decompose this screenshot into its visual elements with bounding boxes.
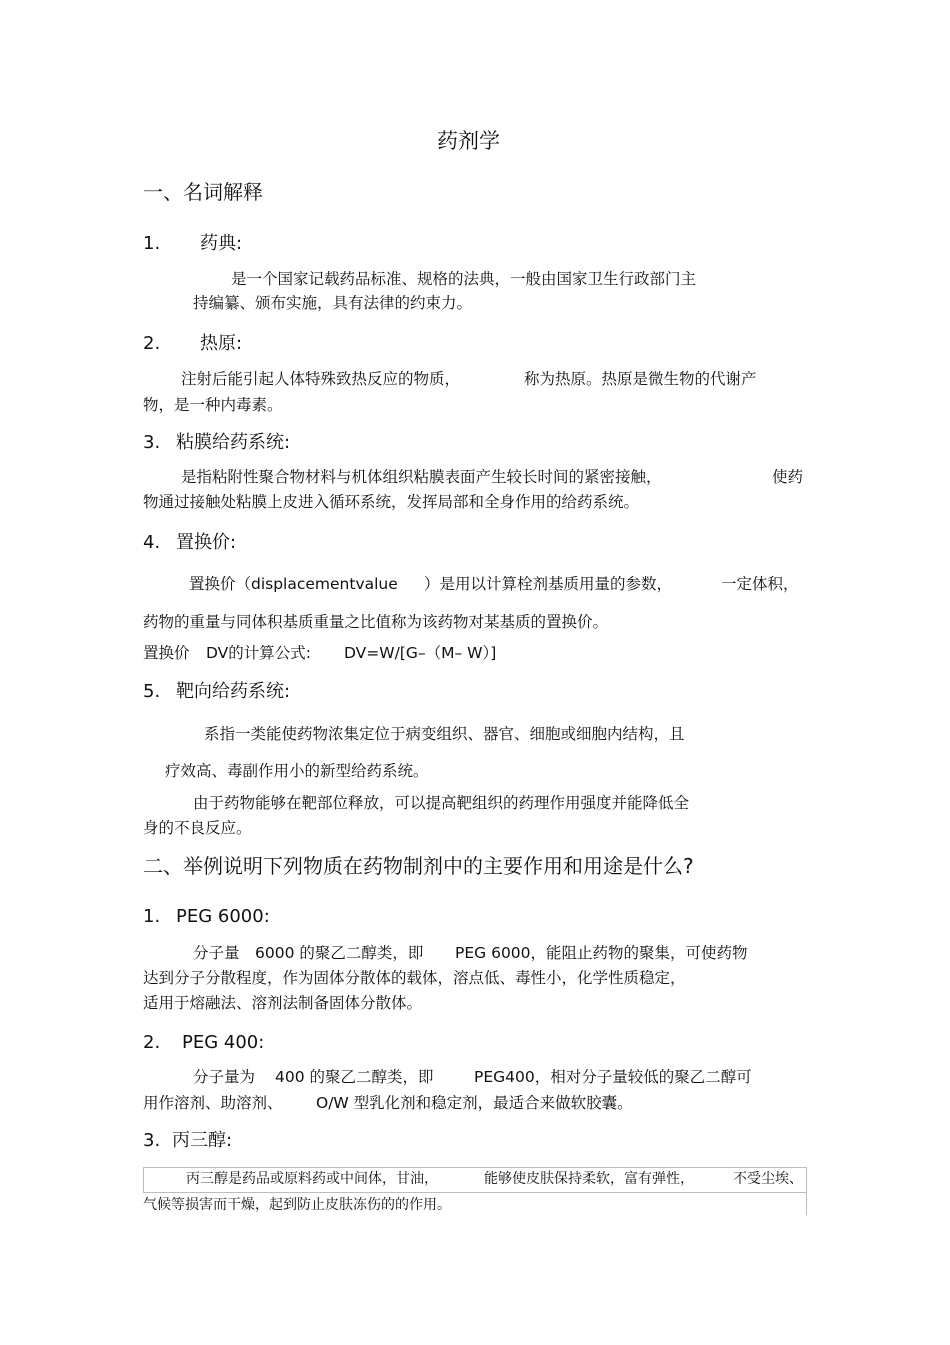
term-label: 靶向给药系统: [176, 681, 291, 702]
definition-line: 持编纂、颁布实施，具有法律的约束力。 [193, 294, 473, 312]
section-heading-substances: 二、举例说明下列物质在药物制剂中的主要作用和用途是什么? [143, 854, 694, 878]
definition-line: 由于药物能够在靶部位释放，可以提高靶组织的药理作用强度并能降低全 [193, 794, 690, 812]
definition-line: 400 的聚乙二醇类，即 [275, 1068, 434, 1086]
formula-label: DV的计算公式: [206, 644, 311, 662]
item-number: 2. [143, 1032, 161, 1053]
item-number: 2. [143, 333, 161, 354]
term-label: 药典: [200, 233, 243, 254]
definition-line: 6000 的聚乙二醇类，即 [255, 944, 424, 962]
definition-line: 注射后能引起人体特殊致热反应的物质， [181, 370, 461, 388]
item-number: 1. [143, 233, 161, 254]
item-number: 5. [143, 681, 161, 702]
definition-line: O/W 型乳化剂和稳定剂，最适合来做软胶囊。 [316, 1094, 633, 1112]
item-number: 4. [143, 532, 161, 553]
definition-line: 系指一类能使药物浓集定位于病变组织、器官、细胞或细胞内结构，且 [204, 725, 685, 743]
definition-line: 是一个国家记载药品标准、规格的法典，一般由国家卫生行政部门主 [231, 270, 697, 288]
definition-line: 是指粘附性聚合物材料与机体组织粘膜表面产生较长时间的紧密接触， [181, 468, 662, 486]
definition-line: 适用于熔融法、溶剂法制备固体分散体。 [143, 994, 423, 1012]
definition-line: 物，是一种内毒素。 [143, 396, 283, 414]
definition-line: 一定体积， [721, 575, 799, 593]
formula: DV=W/[G–（M– W）] [344, 644, 497, 662]
item-number: 3. [143, 1130, 161, 1151]
definition-line: 分子量为 [193, 1068, 256, 1086]
definition-line: 分子量 [193, 944, 240, 962]
term-label: PEG 400: [182, 1032, 265, 1053]
box-border-middle [143, 1192, 807, 1193]
box-border-left [143, 1167, 144, 1193]
page-title: 药剂学 [437, 129, 500, 153]
definition-line: 疗效高、毒副作用小的新型给药系统。 [165, 762, 429, 780]
definition-line: 能够使皮肤保持柔软，富有弹性， [484, 1171, 694, 1187]
term-label: 粘膜给药系统: [176, 432, 291, 453]
definition-line: 称为热原。热原是微生物的代谢产 [524, 370, 757, 388]
definition-line: 置换价（displacementvalue [189, 575, 398, 593]
definition-line: 药物的重量与同体积基质重量之比值称为该药物对某基质的置换价。 [143, 613, 609, 631]
definition-line: 用作溶剂、助溶剂、 [143, 1094, 283, 1112]
item-number: 3. [143, 432, 161, 453]
definition-line: 达到分子分散程度，作为固体分散体的载体，溶点低、毒性小，化学性质稳定， [143, 969, 686, 987]
term-label: 置换价: [176, 532, 237, 553]
formula-label: 置换价 [143, 644, 190, 662]
definition-line: 不受尘埃、 [733, 1171, 803, 1187]
box-border-right [806, 1167, 807, 1215]
definition-line: 物通过接触处粘膜上皮进入循环系统，发挥局部和全身作用的给药系统。 [143, 493, 640, 511]
definition-line: 气候等损害而干燥，起到防止皮肤冻伤的的作用。 [143, 1197, 451, 1213]
definition-line: PEG 6000，能阻止药物的聚集，可使药物 [455, 944, 748, 962]
box-border-top [143, 1167, 807, 1168]
section-heading-terms: 一、名词解释 [143, 180, 263, 204]
term-label: 丙三醇: [172, 1130, 233, 1151]
definition-line: PEG400，相对分子量较低的聚乙二醇可 [474, 1068, 752, 1086]
term-label: PEG 6000: [176, 906, 270, 927]
definition-line: 使药 [772, 468, 804, 486]
definition-line: 丙三醇是药品或原料药或中间体，甘油， [186, 1171, 438, 1187]
definition-line: ）是用以计算栓剂基质用量的参数， [424, 575, 673, 593]
item-number: 1. [143, 906, 161, 927]
definition-line: 身的不良反应。 [143, 819, 252, 837]
term-label: 热原: [200, 333, 243, 354]
